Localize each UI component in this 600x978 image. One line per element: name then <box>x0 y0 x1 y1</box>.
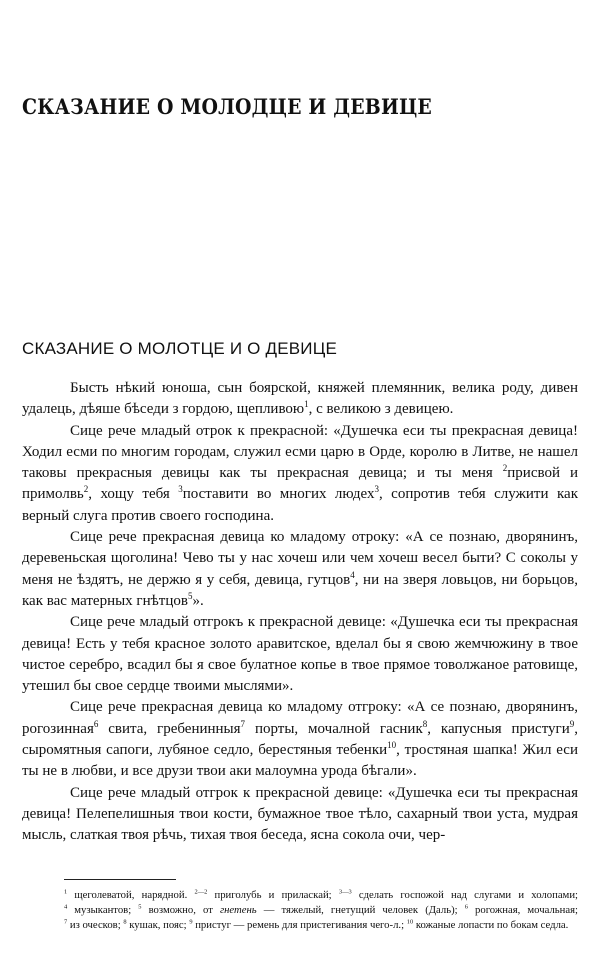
footnote-4: $^4$ музыкантов; <box>64 903 132 916</box>
footnotes <box>64 888 578 933</box>
footnote-8: $^8$ кушак, пояс; <box>123 918 187 931</box>
paragraph-5: Сице рече прекрасная девица ко младому отгроку: «А се познаю, дворянинъ, рогозинная$^6$ свита, гребенинныя$^7$ порты, мочалной гасник$^8$, капусныя пристуги$^9$, сыромятныя сапоги, лубяное седло, берестяныя тебенки$^{10}$, тростяная шапка! Жил еси ты не в любви, и все друзи твои аки малоумна урода бѣгали». <box>22 699 578 780</box>
footnote-6: $^6$ рогожная, мочальная; <box>464 903 579 916</box>
footnote-ref-1: 1 <box>304 399 309 410</box>
footnote-ref-4: 4 <box>350 569 355 580</box>
section-title: СКАЗАНИЕ О МОЛОТЦЕ И О ДЕВИЦЕ <box>22 339 338 358</box>
footnote-ref-7: 7 <box>240 718 246 729</box>
footnote-ref-5: 5 <box>187 590 193 601</box>
paragraph-3: Сице рече прекрасная девица ко младому отроку: «А се познаю, дворянинъ, деревеньская щоголина! Чево ты у нас хочеш или чем хочеш весел быти? С соколы у меня не ѣздятъ, не держю я у себя, девица, гутцов$^4$, ни на зверя ловьцов, ни борьцов, как вас матерных гнѣтцов$^5$». <box>22 529 578 609</box>
footnote-2: $^{2—2}$ приголубь и приласкай; <box>194 888 332 901</box>
footnote-ref-10: 10 <box>387 740 397 751</box>
paragraph-1: Бысть нѣкий юноша, сын боярской, княжей племянник, велика роду, дивен удалець, дѣяше бѣседи з гордою, щепливою$^1$, с великою з девицею. <box>22 380 578 418</box>
footnote-3: $^{3—3}$ сделать госпожой над слугами и холопами; <box>338 888 579 901</box>
footnote-7: $^7$ из оческов; <box>64 918 121 931</box>
footnote-9: $^9$ пристуг — ремень для пристегивания чего-л.; <box>189 918 405 931</box>
chapter-title: СКАЗАНИЕ О МОЛОДЦЕ И ДЕВИЦЕ <box>22 94 433 119</box>
paragraph-4: Сице рече младый отгрокъ к прекрасной девице: «Душечка еси ты прекрасная девица! Есть у тебя красное золото аравитское, вделал бы я свою жемчюжину в твое чистое серебро, всадил бы я свое булатное копье в твое прямое товолжаное ратовище, утешил бы свое сердце твоими мыслями». <box>22 614 578 695</box>
paragraph-2: Сице рече младый отрок к прекрасной: «Душечка еси ты прекрасная девица! Ходил есми по многим городам, служил есми царю в Орде, королю в Литве, не нашел таковы прекрасныя девицы как ты прекрасная девица; и ты меня $^2$присвой и примолвь$^2$, хощу тебя $^3$поставити во многих людех$^3$, сопротив тебя служити как верный слуга против своего господина. <box>22 422 578 524</box>
footnote-5: $^5$ возможно, от гнетень — тяжелый, гнетущий человек (Даль); <box>138 903 458 916</box>
footnote-ref-9: 9 <box>569 718 575 729</box>
paragraph-6: Сице рече младый отгрок к прекрасной девице: «Душечка еси ты прекрасная девица! Пелепелишныя твои кости, бумажное твое тѣло, сахарный твои уста, мудрая мысль, слаткая твоя рѣчь, тихая твоя беседа, ясна сокола очи, чер- <box>22 784 578 844</box>
footnote-ref-2-end: 2 <box>83 484 89 495</box>
footnote-10: $^{10}$ кожаные лопасти по бокам седла. <box>406 918 569 931</box>
footnote-ref-3-start: 3 <box>178 484 183 495</box>
story-text <box>22 378 578 847</box>
footnote-ref-6: 6 <box>93 718 99 729</box>
footnote-divider <box>64 879 176 880</box>
footnote-ref-2-start: 2 <box>502 463 508 474</box>
footnote-ref-3-end: 3 <box>374 484 379 495</box>
footnote-1: $^1$ щеголеватой, нарядной. <box>64 888 188 901</box>
footnote-ref-8: 8 <box>422 718 428 729</box>
